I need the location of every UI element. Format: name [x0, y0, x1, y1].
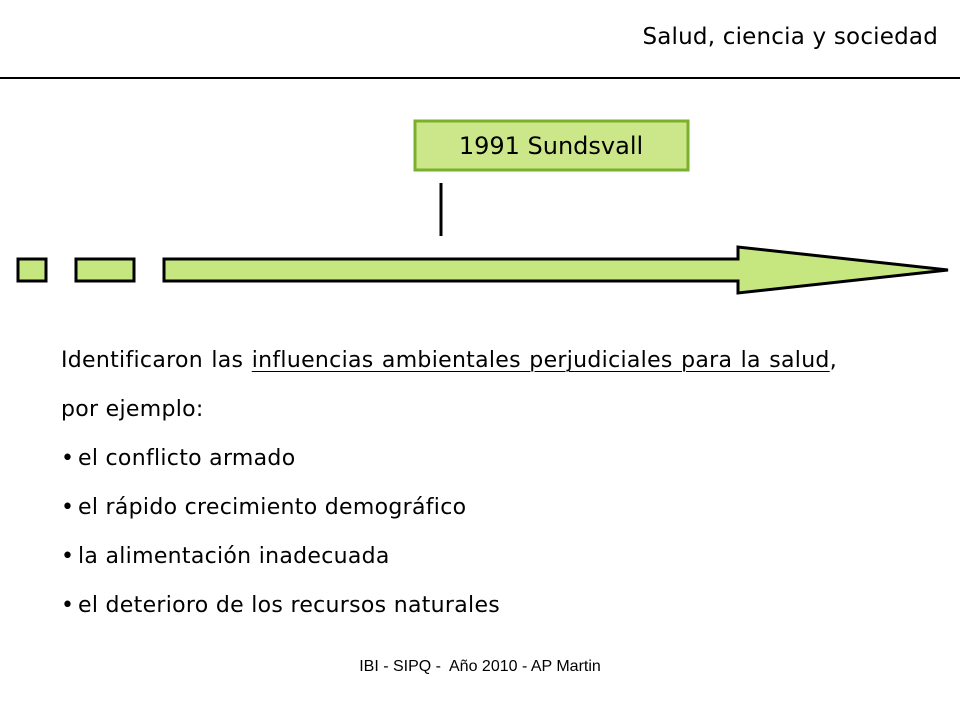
bullet-item-2	[61, 483, 837, 532]
example-bullet-list	[61, 434, 837, 630]
bullet-glyph: •	[61, 495, 75, 520]
slide-header-title: Salud, ciencia y sociedad	[642, 24, 938, 50]
bullet-text: el rápido crecimiento demográfico	[78, 495, 467, 520]
intro-underlined-phrase: influencias ambientales perjudiciales para la salud	[251, 348, 830, 373]
bullet-text: el conflicto armado	[78, 446, 296, 471]
timeline-dash-1	[18, 259, 46, 281]
intro-text-start: Identificaron las	[61, 348, 252, 373]
timeline-diagram	[0, 0, 960, 320]
slide-body	[61, 336, 837, 630]
bullet-item-4	[61, 581, 837, 630]
slide-footer: IBI - SIPQ - Año 2010 - AP Martin	[359, 658, 601, 675]
bullet-glyph: •	[61, 544, 75, 569]
bullet-text: el deterioro de los recursos naturales	[78, 593, 501, 618]
event-marker	[415, 121, 688, 236]
intro-paragraph	[61, 336, 837, 434]
bullet-item-1	[61, 434, 837, 483]
timeline-dash-2	[76, 259, 134, 281]
bullet-glyph: •	[61, 593, 75, 618]
bullet-item-3	[61, 532, 837, 581]
bullet-text: la alimentación inadecuada	[78, 544, 390, 569]
bullet-glyph: •	[61, 446, 75, 471]
intro-text-end: , por ejemplo:	[61, 348, 837, 422]
timeline-arrow	[164, 247, 948, 293]
event-label: 1991 Sundsvall	[458, 132, 644, 160]
